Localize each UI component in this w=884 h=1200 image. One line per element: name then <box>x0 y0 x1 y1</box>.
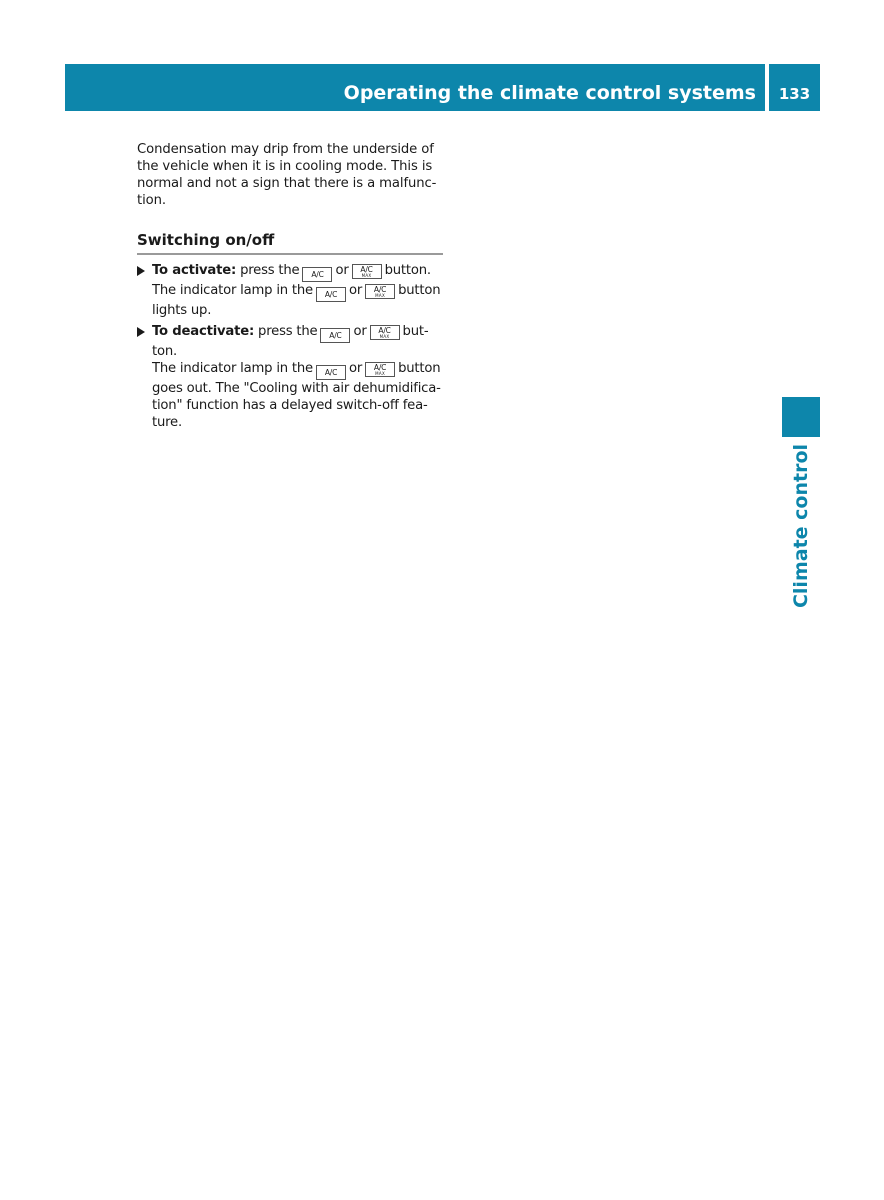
step-label: To deactivate: <box>152 324 255 339</box>
ac-button-icon: A/C <box>302 267 332 282</box>
chapter-tab-label: Climate control <box>790 443 812 609</box>
ac-max-button-icon: A/C MAX <box>365 362 395 377</box>
header-title-bar <box>65 64 765 111</box>
step-text: press the <box>240 263 300 278</box>
step-action <box>152 262 443 282</box>
ac-max-button-icon: A/C MAX <box>352 264 382 279</box>
main-content <box>137 141 443 435</box>
ac-button-icon: A/C <box>320 328 350 343</box>
ac-max-button-icon: A/C MAX <box>365 284 395 299</box>
step-label: To activate: <box>152 263 237 278</box>
page-number-box <box>769 64 820 111</box>
result-text: The indicator lamp in the <box>152 361 313 376</box>
step-action <box>152 323 443 360</box>
intro-paragraph: Condensation may drip from the underside of the vehicle when it is in cooling mode. This is normal and not a sign that there is a malfunc-tion. <box>137 142 437 208</box>
section-heading: Switching on/off <box>137 230 443 255</box>
triangle-bullet-icon <box>137 327 145 337</box>
ac-max-button-icon: A/C MAX <box>370 325 400 340</box>
result-text: or <box>348 283 363 298</box>
step-text: press the <box>258 324 318 339</box>
instruction-step-activate <box>137 262 443 319</box>
instruction-list <box>137 262 443 431</box>
instruction-step-deactivate <box>137 323 443 431</box>
step-result <box>152 282 443 319</box>
page-title: Operating the climate control systems <box>343 82 756 104</box>
ac-button-icon: A/C <box>316 365 346 380</box>
result-text: or <box>348 361 363 376</box>
result-text: The indicator lamp in the <box>152 283 313 298</box>
page-number: 133 <box>778 85 811 103</box>
step-text: but-ton. <box>152 324 429 359</box>
triangle-bullet-icon <box>137 266 145 276</box>
step-result <box>152 360 443 431</box>
result-text: button lights up. <box>152 283 441 318</box>
result-text: button goes out. The "Cooling with air dehumidifica-tion" function has a delayed switch-off fea-ture. <box>152 361 441 430</box>
step-text: button. <box>384 263 431 278</box>
chapter-tab-marker <box>782 397 820 437</box>
ac-button-icon: A/C <box>316 287 346 302</box>
step-text: or <box>353 324 367 339</box>
step-text: or <box>335 263 349 278</box>
